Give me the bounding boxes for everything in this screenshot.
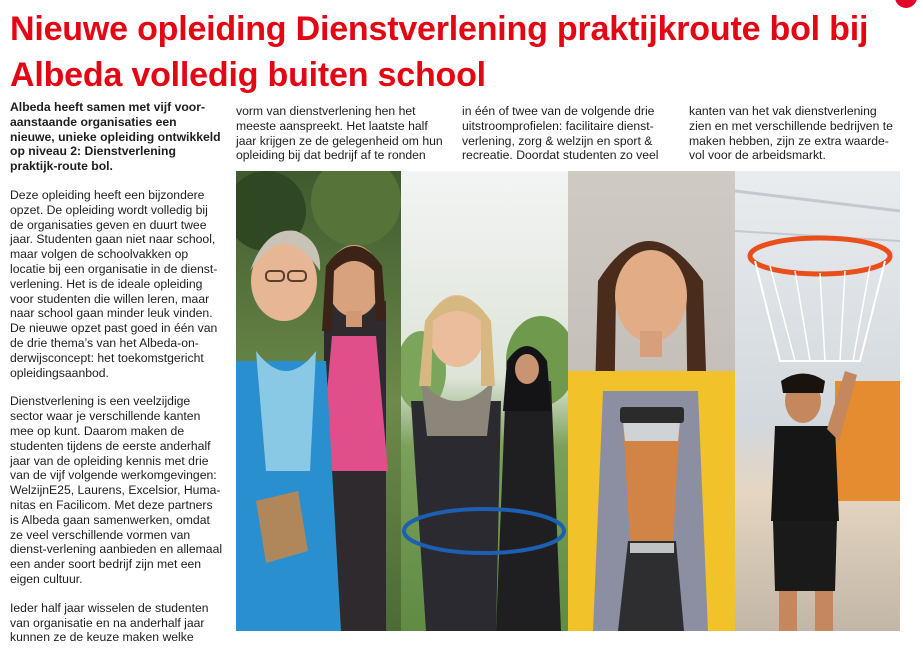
article-column-2 [236, 104, 448, 177]
article-paragraph: Ieder half jaar wisselen de studenten van organisatie en na anderhalf jaar kunnen ze de keuze maken welke [10, 600, 209, 645]
photo-kitchen-blender-image [568, 171, 735, 631]
photo-basketball-image [735, 171, 900, 631]
article-column-3 [462, 104, 676, 177]
photo-elderly-care [236, 171, 401, 631]
article-column-1 [10, 100, 223, 659]
article-paragraph: vorm van dienstverlening hen het meeste aanspreekt. Het laatste half jaar krijgen ze de gelegenheid om hun opleiding bij dat bedrijf af te ronden [236, 104, 443, 163]
article-paragraph: in één of twee van de volgende drie uitstroomprofielen: facilitaire dienst-verlening, zorg & welzijn en sport & recreatie. Doordat studenten zo veel [462, 104, 659, 163]
photo-sport-hoop-image [401, 171, 568, 631]
article-headline: Nieuwe opleiding Dienstverlening praktijkroute bol bij Albeda volledig buiten school [10, 10, 869, 94]
photo-sport-hoop [401, 171, 568, 631]
article-paragraph: Deze opleiding heeft een bijzondere opzet. De opleiding wordt volledig bij de organisaties geven en duurt twee jaar. Studenten gaan niet naar school, maar volgen de schoolvakken op locatie bij een organisatie in de dienst-verlening. Het is de ideale opleiding voor studenten die willen leren, maar naar school gaan minder leuk vinden. De nieuwe opzet past goed in één van de drie thema’s van het Albeda-on-derwijsconcept: het toekomstgericht opleidingsaanbod. [10, 187, 218, 380]
photo-basketball [735, 171, 900, 631]
article-paragraph: Dienstverlening is een veelzijdige sector waar je verschillende kanten mee op kunt. Daarom maken de studenten tijdens de eerste anderhalf jaar van de opleiding kennis met drie van de vijf volgende werkomgevingen: WelzijnE25, Laurens, Excelsior, Huma-nitas en Facilicom. Met deze partners is Albeda gaan samenwerken, omdat ze veel verschillende vormen van dienst-verlening aanbieden en allemaal een ander soort bedrijf zijn met een eigen cultuur. [10, 394, 223, 586]
article-lead: Albeda heeft samen met vijf voor-aanstaande organisaties een nieuwe, unieke opleiding ontwikkeld op niveau 2: Dienstverlening praktijk-route bol. [10, 100, 221, 174]
article-paragraph: kanten van het vak dienstverlening zien en met verschillende bedrijven te maken hebben, zijn ze extra waarde-vol voor de arbeidsmarkt. [689, 104, 893, 163]
photo-elderly-care-image [236, 171, 401, 631]
photo-collage [236, 171, 900, 631]
article-column-4 [689, 104, 901, 177]
photo-kitchen-blender [568, 171, 735, 631]
